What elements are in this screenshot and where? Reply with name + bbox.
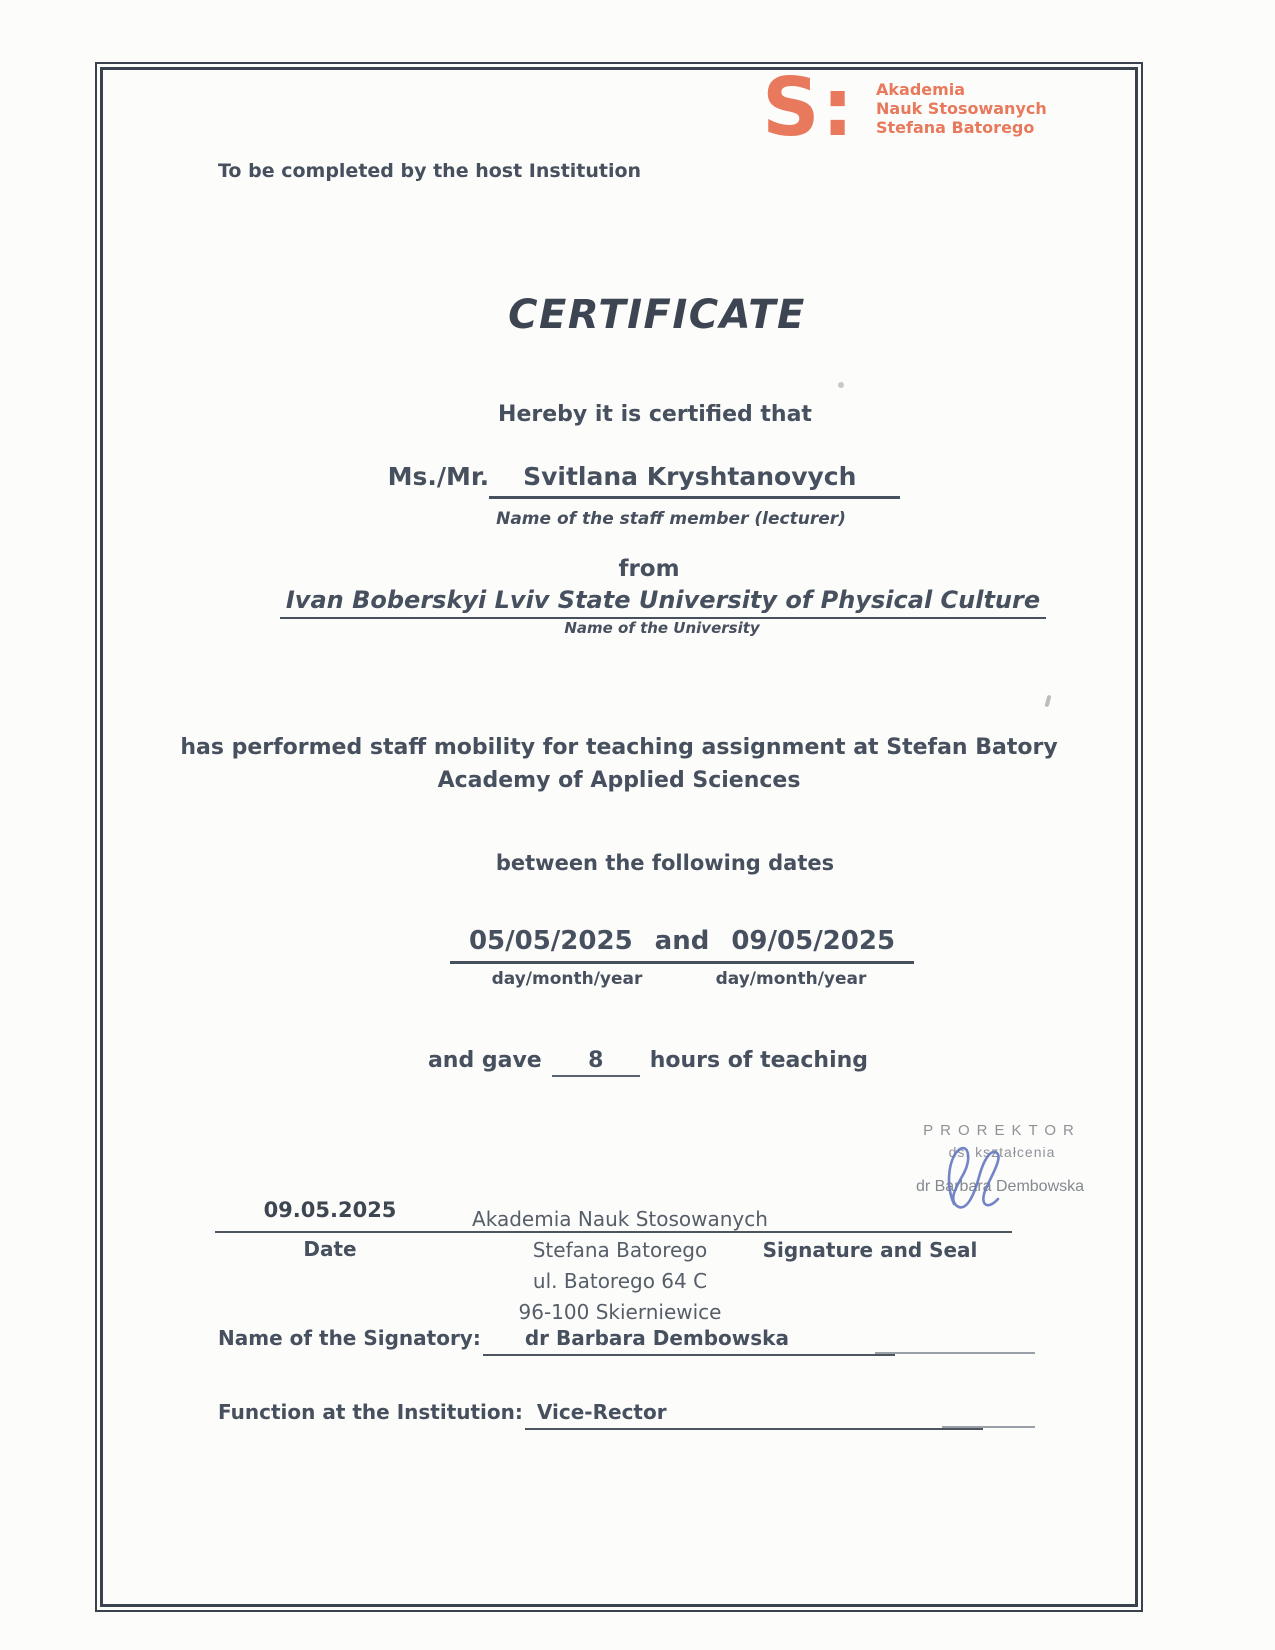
signatory-underline bbox=[483, 1326, 895, 1356]
dates-intro: between the following dates bbox=[495, 851, 835, 875]
date-start: 05/05/2025 bbox=[468, 926, 633, 956]
university-name: Ivan Boberskyi Lviv State University of Physical Culture bbox=[280, 586, 1046, 619]
hours-row bbox=[125, 1048, 1171, 1077]
handwritten-signature bbox=[934, 1136, 1014, 1224]
logo-line-1: Akademia bbox=[876, 80, 966, 99]
date-conjunction: and bbox=[654, 926, 710, 956]
date-label: Date bbox=[303, 1237, 357, 1261]
date-format-caption-right: day/month/year bbox=[715, 969, 867, 989]
function-rule-extension bbox=[942, 1426, 1035, 1428]
address-line-3: ul. Batorego 64 C bbox=[532, 1269, 708, 1293]
staff-name: Svitlana Kryshtanovych bbox=[523, 462, 857, 491]
stamp-person-name: dr Barbara Dembowska bbox=[915, 1178, 1085, 1195]
date-end: 09/05/2025 bbox=[731, 926, 896, 956]
staff-name-caption: Name of the staff member (lecturer) bbox=[496, 509, 846, 529]
address-line-2: Stefana Batorego bbox=[532, 1238, 708, 1262]
address-line-4: 96-100 Skierniewice bbox=[518, 1300, 722, 1324]
signatory-value: dr Barbara Dembowska bbox=[524, 1326, 789, 1350]
university-row bbox=[140, 586, 1186, 619]
certified-intro: Hereby it is certified that bbox=[498, 402, 812, 427]
hours-suffix: hours of teaching bbox=[649, 1048, 869, 1073]
mobility-statement-line-2: Academy of Applied Sciences bbox=[437, 768, 801, 793]
logo-line-2: Nauk Stosowanych bbox=[876, 99, 1047, 118]
mobility-statement-line-1: has performed staff mobility for teaching assignment at Stefan Batory bbox=[180, 735, 1058, 760]
function-label: Function at the Institution: bbox=[218, 1400, 523, 1424]
address-line-1: Akademia Nauk Stosowanych bbox=[472, 1207, 768, 1231]
staff-name-underline bbox=[489, 462, 900, 499]
address-stamp bbox=[370, 1204, 870, 1328]
logo-line-3: Stefana Batorego bbox=[876, 118, 1035, 137]
dates-row bbox=[159, 926, 1205, 964]
hours-value: 8 bbox=[588, 1048, 604, 1073]
function-value: Vice-Rector bbox=[536, 1400, 667, 1424]
salutation-label: Ms./Mr. bbox=[387, 462, 490, 491]
signature-seal-label: Signature and Seal bbox=[762, 1238, 978, 1262]
hours-prefix: and gave bbox=[427, 1048, 542, 1073]
academy-logo-wordmark bbox=[876, 80, 1047, 137]
dates-underline bbox=[450, 926, 914, 964]
scan-artifact bbox=[838, 382, 844, 388]
host-institution-note: To be completed by the host Institution bbox=[218, 160, 642, 182]
hours-value-underline bbox=[552, 1048, 640, 1077]
signing-date-value: 09.05.2025 bbox=[263, 1198, 397, 1222]
certificate-title: CERTIFICATE bbox=[508, 292, 806, 338]
staff-name-row bbox=[121, 462, 1167, 499]
date-format-caption-left: day/month/year bbox=[491, 969, 643, 989]
stamp-role-prorektor: PROREKTOR bbox=[923, 1122, 1081, 1139]
university-caption: Name of the University bbox=[564, 619, 760, 637]
academy-logo-icon: S: bbox=[762, 61, 856, 154]
stamp-department: ds. kształcenia bbox=[948, 1144, 1056, 1160]
function-row bbox=[218, 1400, 983, 1430]
mobility-statement bbox=[96, 731, 1142, 797]
signatory-row bbox=[218, 1326, 895, 1356]
signatory-rule-extension bbox=[875, 1352, 1035, 1354]
function-underline bbox=[525, 1400, 983, 1430]
signatory-label: Name of the Signatory: bbox=[218, 1326, 481, 1350]
from-label: from bbox=[618, 556, 680, 582]
